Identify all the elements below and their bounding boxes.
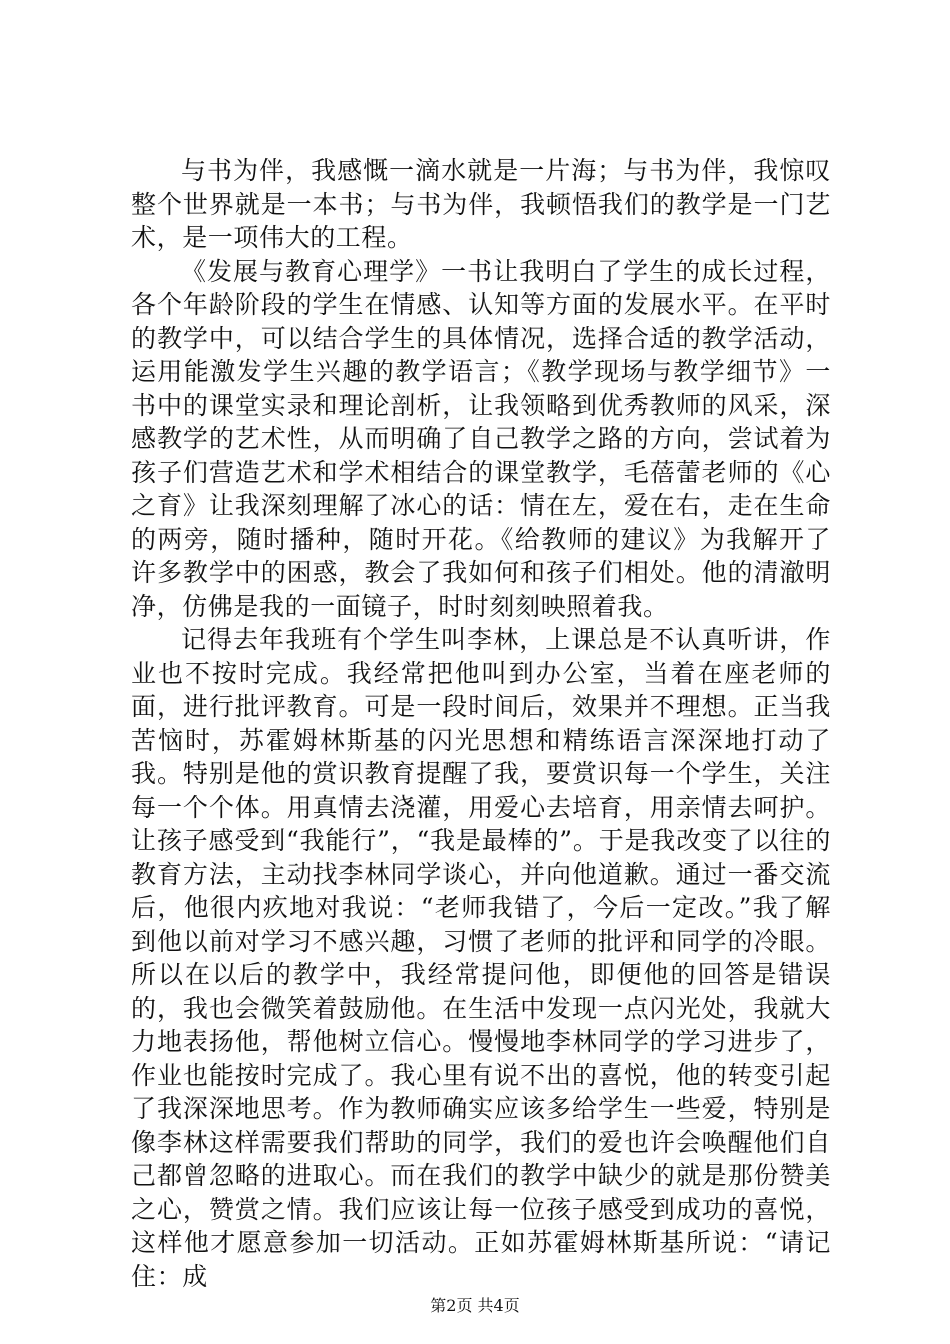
document-body	[131, 154, 831, 1293]
paragraph-reading-benefits: 与书为伴，我感慨一滴水就是一片海；与书为伴，我惊叹整个世界就是一本书；与书为伴，我顿悟我们的教学是一门艺术，是一项伟大的工程。	[131, 156, 831, 252]
page-footer: 第2页 共4页	[430, 1296, 520, 1315]
paragraph-student-story: 记得去年我班有个学生叫李林，上课总是不认真听讲，作业也不按时完成。我经常把他叫到办公室，当着在座老师的面，进行批评教育。可是一段时间后，效果并不理想。正当我苦恼时，苏霍姆林斯基的闪光思想和精练语言深深地打动了我。特别是他的赏识教育提醒了我，要赏识每一个学生，关注每一个个体。用真情去浇灌，用爱心去培育，用亲情去呵护。让孩子感受到“我能行”，“我是最棒的”。于是我改变了以往的教育方法，主动找李林同学谈心，并向他道歉。通过一番交流后，他很内疚地对我说：“老师我错了，今后一定改。”我了解到他以前对学习不感兴趣，习惯了老师的批评和同学的冷眼。所以在以后的教学中，我经常提问他，即便他的回答是错误的，我也会微笑着鼓励他。在生活中发现一点闪光处，我就大力地表扬他，帮他树立信心。慢慢地李林同学的学习进步了，作业也能按时完成了。我心里有说不出的喜悦，他的转变引起了我深深地思考。作为教师确实应该多给学生一些爱，特别是像李林这样需要我们帮助的同学，我们的爱也许会唤醒他们自己都曾忽略的进取心。而在我们的教学中缺少的就是那份赞美之心，赞赏之情。我们应该让每一位孩子感受到成功的喜悦，这样他才愿意参加一切活动。正如苏霍姆林斯基所说：“请记住：成	[131, 625, 831, 1291]
paragraph-books-read: 《发展与教育心理学》一书让我明白了学生的成长过程，各个年龄阶段的学生在情感、认知等方面的发展水平。在平时的教学中，可以结合学生的具体情况，选择合适的教学活动，运用能激发学生兴趣的教学语言；《教学现场与教学细节》一书中的课堂实录和理论剖析，让我领略到优秀教师的风采，深感教学的艺术性，从而明确了自己教学之路的方向，尝试着为孩子们营造艺术和学术相结合的课堂教学，毛蓓蕾老师的《心之育》让我深刻理解了冰心的话：情在左，爱在右，走在生命的两旁，随时播种，随时开花。《给教师的建议》为我解开了许多教学中的困惑，教会了我如何和孩子们相处。他的清澈明净，仿佛是我的一面镜子，时时刻刻映照着我。	[131, 256, 831, 621]
